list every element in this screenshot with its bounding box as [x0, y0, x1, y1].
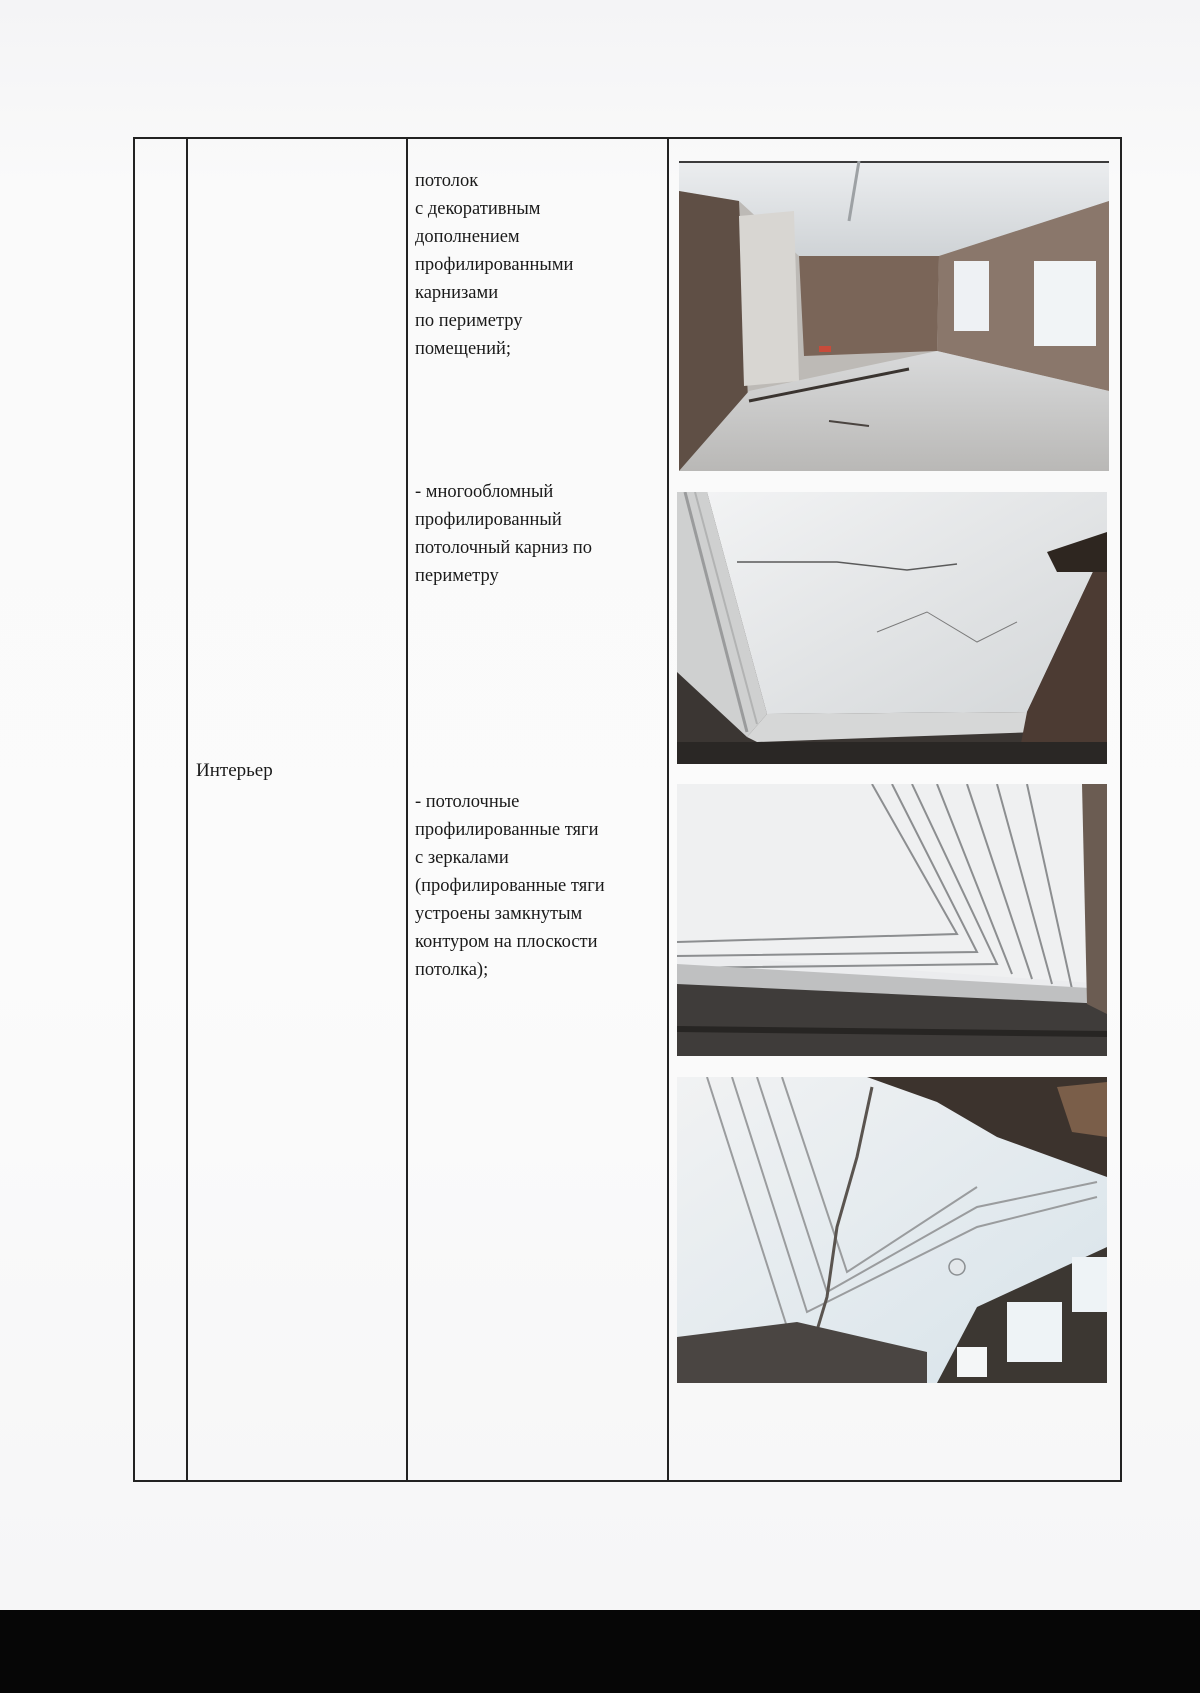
- photo-ceiling-cornice: [677, 492, 1107, 764]
- column-divider: [406, 139, 408, 1480]
- description-ceiling-moldings: - потолочные профилированные тяги с зеркалами (профилированные тяги устроены замкнутым контуром на плоскости потолка);: [415, 792, 605, 980]
- photo-ceiling-moldings: [677, 784, 1107, 1056]
- photo-ceiling-windows: [677, 1077, 1107, 1383]
- description-ceiling-cornices: потолок с декоративным дополнением профилированными карнизами по периметру помещений;: [415, 171, 574, 359]
- column-divider: [186, 139, 188, 1480]
- section-label: Интерьер: [196, 760, 273, 781]
- photo-room-interior: [679, 161, 1109, 471]
- column-divider: [667, 139, 669, 1480]
- scan-bottom-border: [0, 1610, 1200, 1693]
- description-multi-profile-cornice: - многообломный профилированный потолочный карниз по периметру: [415, 482, 592, 586]
